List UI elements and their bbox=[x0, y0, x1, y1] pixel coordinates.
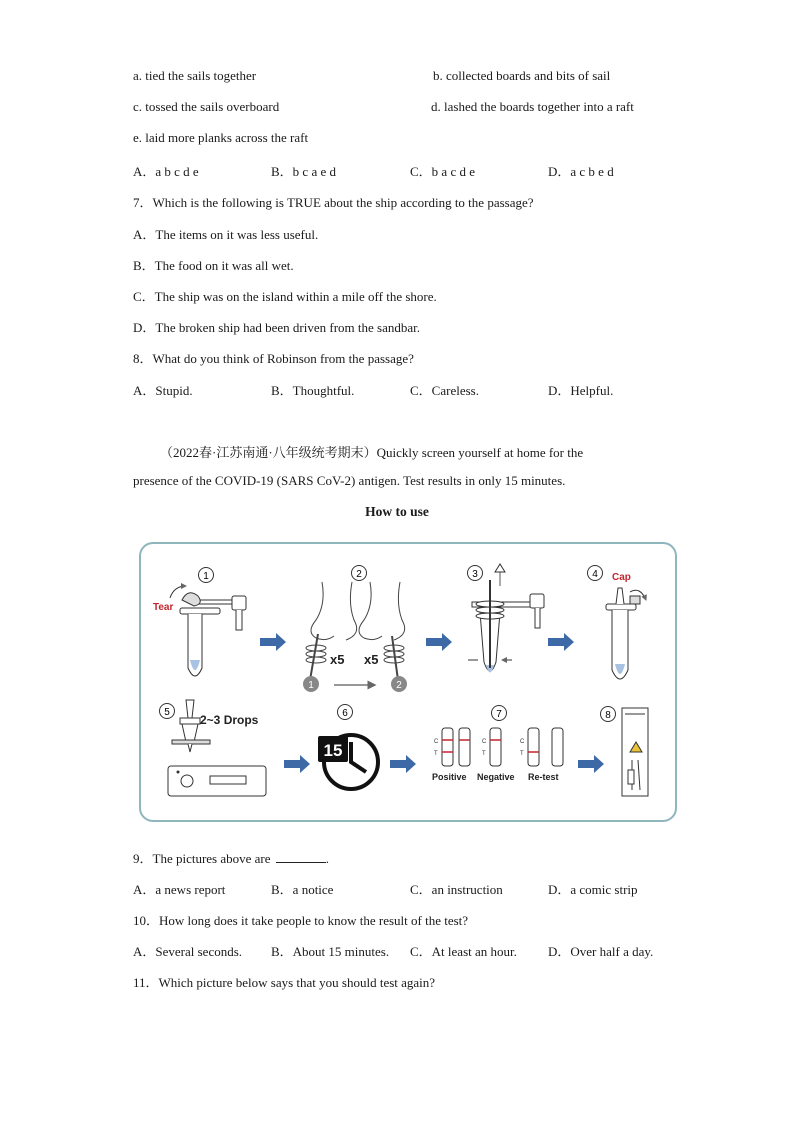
q7-option-b[interactable]: B．The food on it was all wet. bbox=[133, 258, 294, 273]
q6-option-d[interactable]: D．a c b e d bbox=[548, 164, 614, 179]
q9-question: 9．The pictures above are . bbox=[133, 851, 330, 866]
result-strip-negative bbox=[490, 728, 501, 766]
svg-text:2: 2 bbox=[396, 680, 402, 691]
answer-blank[interactable] bbox=[276, 852, 326, 863]
result-strip-retest bbox=[528, 728, 563, 766]
flow-arrow bbox=[390, 755, 416, 773]
flow-arrow bbox=[260, 633, 286, 651]
step2-nose-illustration bbox=[306, 582, 405, 685]
q10-option-b[interactable]: B．About 15 minutes. bbox=[271, 944, 390, 959]
result-label-retest: Re-test bbox=[528, 772, 559, 782]
result-strip-positive bbox=[442, 728, 470, 766]
figure-heading: How to use bbox=[365, 504, 429, 519]
q6-option-c[interactable]: C．b a c d e bbox=[410, 164, 475, 179]
svg-text:15: 15 bbox=[323, 741, 343, 760]
q10-option-c[interactable]: C．At least an hour. bbox=[410, 944, 517, 959]
strip-t-label: T bbox=[434, 751, 438, 757]
svg-text:2: 2 bbox=[356, 569, 362, 580]
q10-option-a[interactable]: A．Several seconds. bbox=[133, 944, 243, 959]
q10-question: 10．How long does it take people to know the result of the test? bbox=[133, 913, 469, 928]
x5-label: x5 bbox=[330, 652, 345, 667]
q9-option-d[interactable]: D．a comic strip bbox=[548, 882, 638, 897]
svg-text:4: 4 bbox=[592, 569, 598, 580]
step8-disposal-illustration bbox=[622, 708, 648, 796]
flow-arrow bbox=[578, 755, 604, 773]
q7-question: 7．Which is the following is TRUE about the ship according to the passage? bbox=[133, 195, 534, 210]
step3-tube-illustration bbox=[468, 564, 544, 673]
q11-question: 11．Which picture below says that you should test again? bbox=[133, 975, 436, 990]
flow-arrow bbox=[548, 633, 574, 651]
q9-option-c[interactable]: C．an instruction bbox=[410, 882, 503, 897]
q8-option-a[interactable]: A．Stupid. bbox=[133, 383, 193, 398]
flow-arrow bbox=[284, 755, 310, 773]
passage-intro-line2: presence of the COVID-19 (SARS CoV-2) antigen. Test results in only 15 minutes. bbox=[133, 473, 566, 488]
step-number-2 bbox=[352, 566, 367, 581]
q6-item-c: c. tossed the sails overboard bbox=[133, 99, 280, 114]
drops-label: 2~3 Drops bbox=[200, 713, 259, 727]
q7-option-d[interactable]: D．The broken ship had been driven from the sandbar. bbox=[133, 320, 421, 335]
step-number-4 bbox=[588, 566, 603, 581]
q6-option-b[interactable]: B．b c a e d bbox=[271, 164, 336, 179]
strip-t-label: T bbox=[520, 751, 524, 757]
passage-intro-line1: （2022春·江苏南通·八年级统考期末）Quickly screen yourself at home for the bbox=[160, 445, 584, 460]
flow-arrow bbox=[426, 633, 452, 651]
svg-text:3: 3 bbox=[472, 569, 478, 580]
q8-option-c[interactable]: C．Careless. bbox=[410, 383, 479, 398]
q10-option-d[interactable]: D．Over half a day. bbox=[548, 944, 654, 959]
q8-option-d[interactable]: D．Helpful. bbox=[548, 383, 614, 398]
q7-option-a[interactable]: A．The items on it was less useful. bbox=[133, 227, 319, 242]
svg-text:7: 7 bbox=[496, 709, 502, 720]
q6-item-b: b. collected boards and bits of sail bbox=[433, 68, 611, 83]
timer-icon bbox=[318, 735, 378, 789]
q9-option-a[interactable]: A．a news report bbox=[133, 882, 226, 897]
strip-c-label: C bbox=[520, 739, 525, 745]
q8-question: 8．What do you think of Robinson from the passage? bbox=[133, 351, 414, 366]
strip-c-label: C bbox=[434, 739, 439, 745]
q6-option-a[interactable]: A．a b c d e bbox=[133, 164, 199, 179]
step-number-8 bbox=[601, 707, 616, 722]
strip-t-label: T bbox=[482, 751, 486, 757]
cap-label: Cap bbox=[612, 572, 631, 583]
svg-text:1: 1 bbox=[203, 571, 209, 582]
step-number-1 bbox=[199, 568, 214, 583]
nostril-marker-2 bbox=[391, 676, 407, 692]
step1-tube-illustration bbox=[170, 586, 246, 676]
svg-text:8: 8 bbox=[605, 710, 611, 721]
result-label-positive: Positive bbox=[432, 772, 467, 782]
q7-option-c[interactable]: C．The ship was on the island within a mile off the shore. bbox=[133, 289, 437, 304]
svg-text:6: 6 bbox=[342, 708, 348, 719]
nostril-marker-1 bbox=[303, 676, 319, 692]
tear-label: Tear bbox=[153, 602, 174, 613]
step-number-5 bbox=[160, 704, 175, 719]
step-number-7 bbox=[492, 706, 507, 721]
q6-item-a: a. tied the sails together bbox=[133, 68, 257, 83]
strip-c-label: C bbox=[482, 739, 487, 745]
x5-label: x5 bbox=[364, 652, 379, 667]
q9-option-b[interactable]: B．a notice bbox=[271, 882, 334, 897]
step-number-3 bbox=[468, 566, 483, 581]
step-number-6 bbox=[338, 705, 353, 720]
q6-item-e: e. laid more planks across the raft bbox=[133, 130, 309, 145]
q8-option-b[interactable]: B．Thoughtful. bbox=[271, 383, 355, 398]
step4-cap-illustration bbox=[606, 588, 646, 679]
svg-text:1: 1 bbox=[308, 680, 314, 691]
q6-item-d: d. lashed the boards together into a raft bbox=[431, 99, 634, 114]
result-label-negative: Negative bbox=[477, 772, 515, 782]
svg-text:5: 5 bbox=[164, 707, 170, 718]
